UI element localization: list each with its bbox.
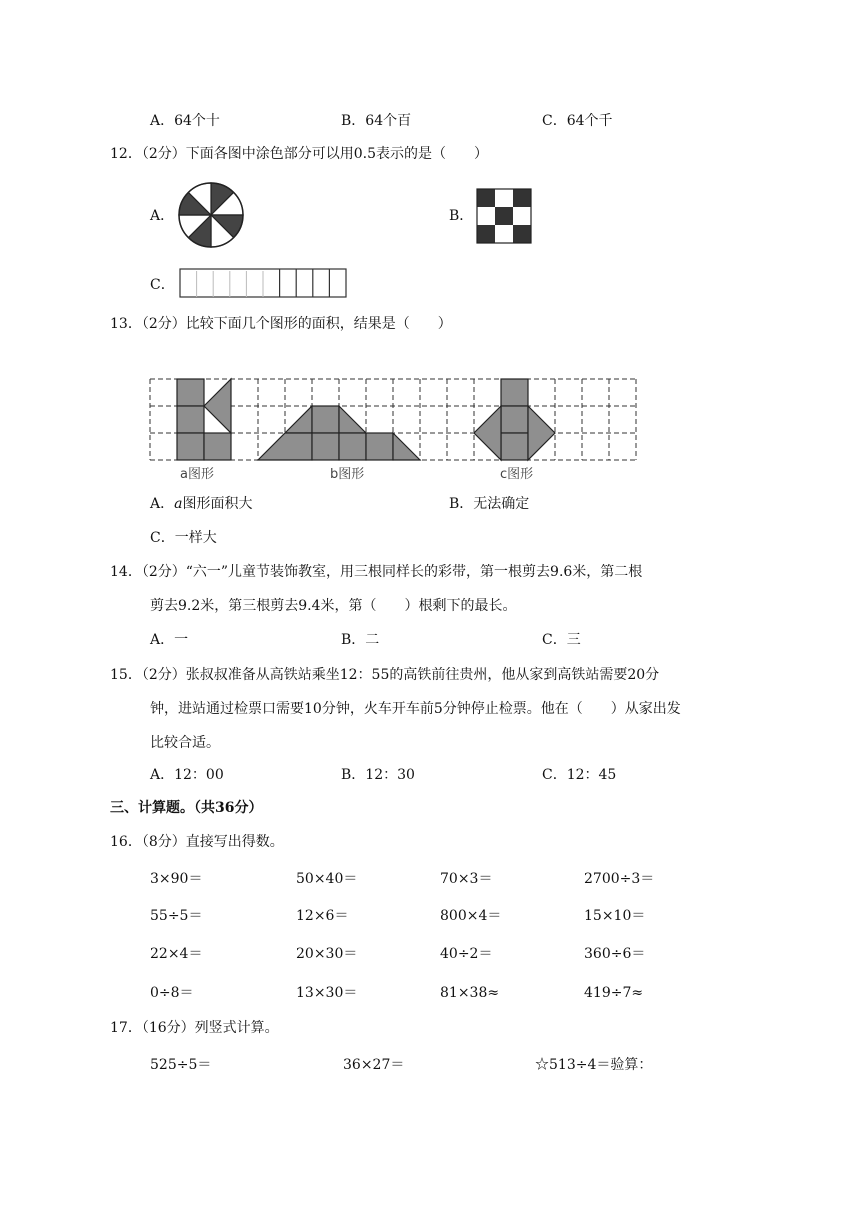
q13-option-a-prefix: A． xyxy=(150,496,175,512)
q15-option-b: B．12：30 xyxy=(341,767,415,783)
q13-label-a: a图形 xyxy=(180,467,214,482)
q17-item-2: 36×27＝ xyxy=(343,1057,405,1073)
q16-item: 419÷7≈ xyxy=(584,985,644,1001)
q11-option-b: B．64个百 xyxy=(341,113,412,129)
q13-option-a xyxy=(150,495,252,513)
q16-item: 55÷5＝ xyxy=(150,908,203,924)
q13-grid-figure xyxy=(148,377,642,485)
q16-item: 360÷6＝ xyxy=(584,946,646,962)
q16-item: 15×10＝ xyxy=(584,908,646,924)
q16-item: 2700÷3＝ xyxy=(584,871,655,887)
q13-option-b: B．无法确定 xyxy=(449,496,530,512)
q16-item: 20×30＝ xyxy=(296,946,358,962)
q13-option-a-rest: 图形面积大 xyxy=(182,496,253,512)
q13-option-a-var: a xyxy=(174,496,183,512)
q13-shape-c xyxy=(474,379,555,460)
q14-line-2: 剪去9.2米，第三根剪去9.4米，第（ ）根剩下的最长。 xyxy=(150,598,517,614)
q16-item: 800×4＝ xyxy=(440,908,502,924)
q14-option-b: B．二 xyxy=(341,632,380,648)
q16-item: 12×6＝ xyxy=(296,908,349,924)
q16-item: 81×38≈ xyxy=(440,985,500,1001)
q13-shape-a xyxy=(177,379,231,460)
q12-strip-figure xyxy=(176,267,350,301)
q14-option-c: C．三 xyxy=(542,632,581,648)
q16-item: 70×3＝ xyxy=(440,871,493,887)
q12-checker-figure xyxy=(476,188,534,244)
q17-item-1: 525÷5＝ xyxy=(150,1057,212,1073)
q11-option-c: C．64个千 xyxy=(542,113,613,129)
q15-line-3: 比较合适。 xyxy=(150,735,220,751)
q13-label-c: c图形 xyxy=(500,467,534,482)
q12-option-c-label: C． xyxy=(150,277,175,293)
q11-option-a: A．64个十 xyxy=(150,113,220,129)
q16-item: 13×30＝ xyxy=(296,985,358,1001)
q14-line-1: 14．（2分）“六一”儿童节装饰教室，用三根同样长的彩带，第一根剪去9.6米，第二根 xyxy=(110,564,643,580)
q16-item: 0÷8＝ xyxy=(150,985,194,1001)
q13-stem: 13．（2分）比较下面几个图形的面积，结果是（ ） xyxy=(110,316,452,332)
q16-item: 50×40＝ xyxy=(296,871,358,887)
q17-item-3: ☆513÷4＝验算： xyxy=(535,1057,653,1073)
q16-item: 3×90＝ xyxy=(150,871,203,887)
q16-item: 40÷2＝ xyxy=(440,946,493,962)
q13-label-b: b图形 xyxy=(330,467,365,482)
q15-option-c: C．12：45 xyxy=(542,767,617,783)
section-3-title: 三、计算题。（共36分） xyxy=(110,800,263,816)
q16-stem: 16．（8分）直接写出得数。 xyxy=(110,834,284,850)
q16-item: 22×4＝ xyxy=(150,946,203,962)
q13-option-c: C．一样大 xyxy=(150,530,217,546)
q12-option-a-label: A． xyxy=(150,208,175,224)
q15-line-2: 钟，进站通过检票口需要10分钟，火车开车前5分钟停止检票。他在（ ）从家出发 xyxy=(150,701,681,717)
q17-stem: 17．（16分）列竖式计算。 xyxy=(110,1020,279,1036)
q12-stem: 12．（2分）下面各图中涂色部分可以用0.5表示的是（ ） xyxy=(110,146,488,162)
q15-line-1: 15．（2分）张叔叔准备从高铁站乘坐12：55的高铁前往贵州，他从家到高铁站需要20分 xyxy=(110,667,660,683)
q12-circle-figure xyxy=(176,180,246,250)
q14-option-a: A．一 xyxy=(150,632,189,648)
q15-option-a: A．12：00 xyxy=(150,767,224,783)
q12-option-b-label: B． xyxy=(449,208,474,224)
